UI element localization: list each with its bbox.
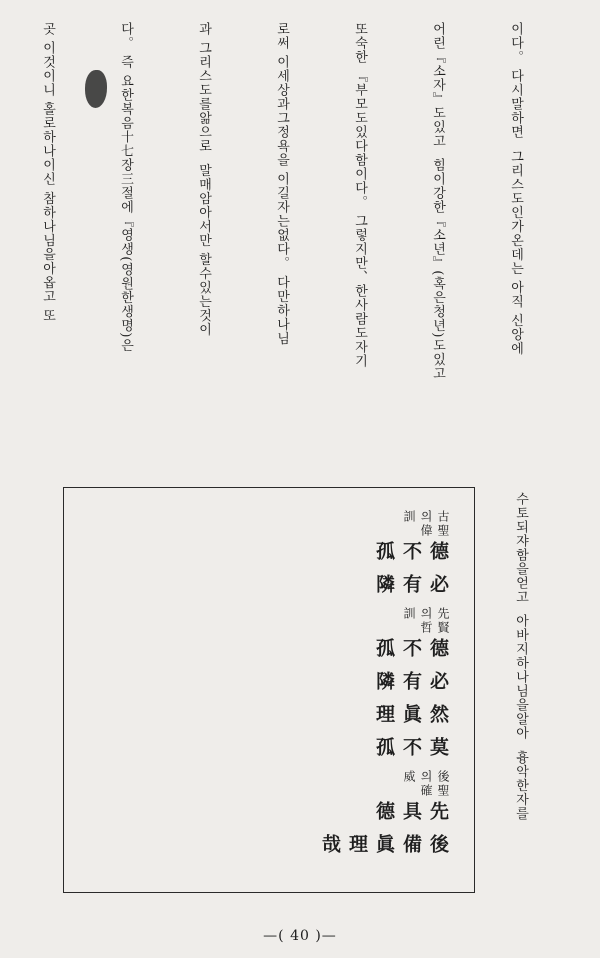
text-column: 이다。 다시말하면 그리스도인가온데는 아직 신앙에: [508, 22, 523, 356]
proverb-box-content: [303, 510, 452, 880]
text-column: 곳 이것이니 홀로하나이신 참하나님을아옵고 또: [40, 22, 55, 323]
section-label: 先賢의哲訓: [402, 606, 450, 635]
text-column: 또숙한 『부모도있다함이다。 그렇지만、한사람도자기: [352, 22, 367, 369]
proverb-line: 先具德: [373, 800, 449, 834]
lower-text-block: [488, 492, 588, 877]
proverb-box: [63, 487, 475, 893]
text-column: 수토되쟈함을얻고 아바지하나님을알아 흉악한자를: [513, 492, 528, 821]
main-text-block: [40, 22, 580, 462]
proverb-line: 必有隣: [373, 573, 449, 607]
page-number: —( 40 )—: [263, 928, 337, 944]
section-label: 古聖의偉訓: [402, 510, 450, 538]
proverb-line: 德不孤: [373, 637, 449, 671]
proverb-line: 德不孤: [373, 540, 449, 574]
text-column: 로써 이세상과그정욕을 이길자는없다。 다만하나님: [274, 22, 289, 346]
proverb-line: 後備眞理哉: [319, 833, 449, 867]
proverb-line: 必有隣: [373, 670, 449, 704]
proverb-line: 然眞理: [373, 703, 449, 737]
text-column: 어린『소자』도있고 힘이강한『소년』(혹은청년)도있고: [430, 22, 445, 381]
proverb-line: 莫不孤: [373, 736, 449, 770]
text-column: 다。 즉 요한복음十七장三절에『영생(영원한생명)은: [118, 22, 133, 353]
text-column: 과 그리스도를앎으로 말매암아서만 할수있는것이: [196, 22, 211, 337]
section-label: 後聖의確威: [402, 769, 450, 798]
